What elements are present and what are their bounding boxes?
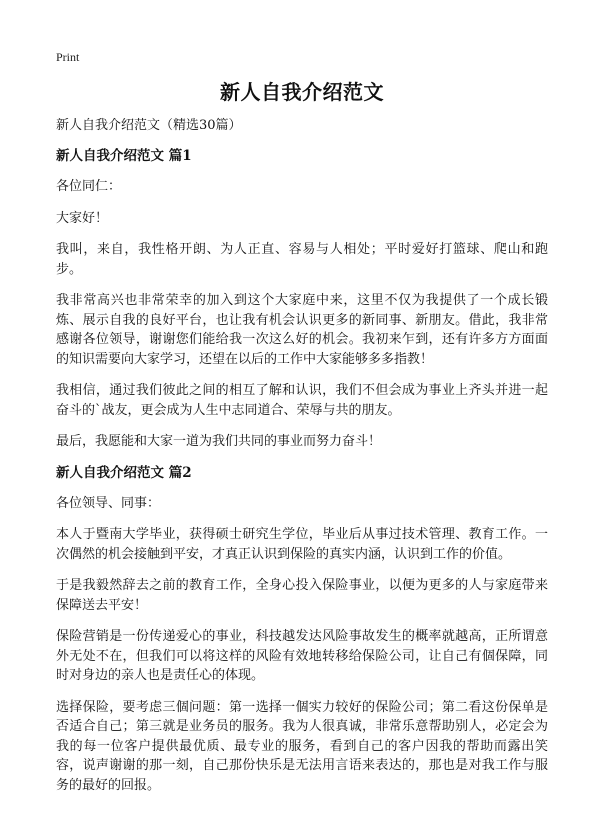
paragraph: 各位领导、同事： — [56, 495, 161, 511]
paragraph: 我叫，来自，我性格开朗、为人正直、容易与人相处；平时爱好打篮球、爬山和跑步。 — [56, 242, 548, 277]
document-subtitle: 新人自我介绍范文（精选30篇） — [56, 118, 242, 133]
section-heading-2: 新人自我介绍范文 篇2 — [56, 464, 192, 481]
paragraph: 我非常高兴也非常荣幸的加入到这个大家庭中来，这里不仅为我提供了一个成长锻炼、展示自我的良好平台，也让我有机会认识更多的新同事、新朋友。借此，我非常感谢各位领导，谢谢您们能给我一次这么好的机会。我初来乍到，还有许多方方面面的知识需要向大家学习，还望在以后的工作中大家能够多多指教！ — [56, 293, 548, 367]
paragraph: 我相信，通过我们彼此之间的相互了解和认识，我们不但会成为事业上齐头并进一起奋斗的`战友，更会成为人生中志同道合、荣辱与共的朋友。 — [56, 383, 548, 418]
paragraph: 于是我毅然辞去之前的教育工作，全身心投入保险事业，以便为更多的人与家庭带来保障送去平安！ — [56, 578, 548, 613]
paragraph: 保险营销是一份传递爱心的事业，科技越发达风险事故发生的概率就越高，正所谓意外无处不在，但我们可以将这样的风险有效地转移给保险公司，让自己有個保障，同时对身边的亲人也是责任心的体现。 — [56, 629, 548, 683]
paragraph: 选择保险，要考虑三個问题：第一选择一個实力较好的保险公司；第二看这份保单是否适合自己；第三就是业务员的服务。我为人很真诚，非常乐意帮助别人，必定会为我的每一位客户提供最优质、最专业的服务，看到自己的客户因我的帮助而露出笑容，说声谢谢的那一刻，自己那份快乐是无法用言语来表达的，那也是对我工作与服务的最好的回报。 — [56, 699, 548, 793]
print-link[interactable]: Print — [56, 50, 80, 64]
paragraph: 大家好！ — [56, 210, 109, 226]
paragraph: 本人于暨南大学毕业，获得硕士研究生学位，毕业后从事过技术管理、教育工作。一次偶然的机会接触到平安，才真正认识到保险的真实内涵，认识到工作的价值。 — [56, 527, 548, 562]
paragraph: 各位同仁： — [56, 179, 122, 194]
document-title: 新人自我介绍范文 — [220, 80, 384, 104]
section-heading-1: 新人自我介绍范文 篇1 — [56, 148, 192, 164]
paragraph: 最后，我愿能和大家一道为我们共同的事业而努力奋斗！ — [56, 434, 382, 449]
